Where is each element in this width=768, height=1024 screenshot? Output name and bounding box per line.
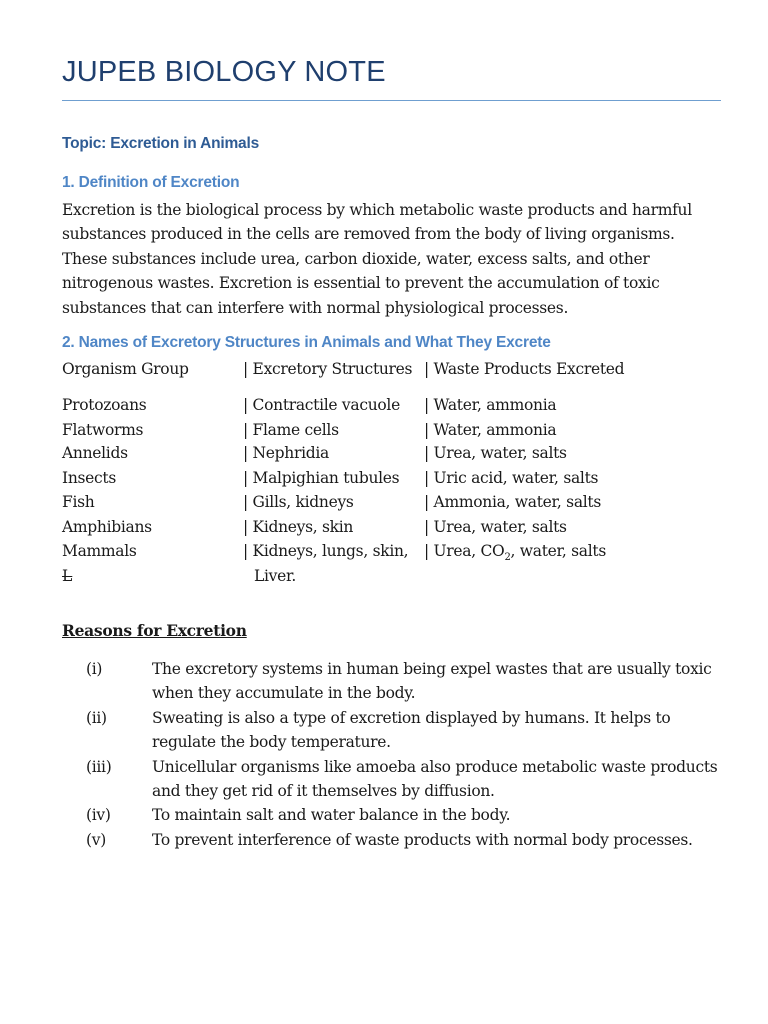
excretory-structure: | Gills, kidneys <box>243 493 354 511</box>
list-item-number: (ii) <box>86 709 107 727</box>
organism-group: Mammals <box>62 542 137 560</box>
excretory-structure: | Malpighian tubules <box>243 469 400 487</box>
waste-products: | Water, ammonia <box>424 396 557 414</box>
list-item-number: (v) <box>86 831 106 849</box>
organism-group: Flatworms <box>62 421 144 439</box>
section-2-heading: 2. Names of Excretory Structures in Animals and What They Excrete <box>62 334 551 351</box>
waste-products: | Urea, water, salts <box>424 444 567 462</box>
table-header-group: Organism Group <box>62 360 189 378</box>
organism-group: Insects <box>62 469 116 487</box>
excretory-structure: | Flame cells <box>243 421 339 439</box>
list-item-text: To maintain salt and water balance in the body. <box>152 806 511 824</box>
organism-group: Amphibians <box>62 518 152 536</box>
list-item-text: To prevent interference of waste products with normal body processes. <box>152 831 693 849</box>
organism-group: Annelids <box>62 444 128 462</box>
list-item-number: (iv) <box>86 806 111 824</box>
excretory-structure-continuation: Liver. <box>254 567 297 585</box>
excretory-structure: | Contractile vacuole <box>243 396 400 414</box>
waste-products: | Urea, water, salts <box>424 518 567 536</box>
waste-products: | Ammonia, water, salts <box>424 493 602 511</box>
title-divider <box>62 100 721 101</box>
waste-products: | Water, ammonia <box>424 421 557 439</box>
waste-products: | Urea, $CO_2$, water, salts <box>424 542 606 564</box>
organism-group: Fish <box>62 493 95 511</box>
list-item-text: The excretory systems in human being expel wastes that are usually toxic when they accumulate in the body. <box>152 660 712 702</box>
table-header-waste: | Waste Products Excreted <box>424 360 625 378</box>
reasons-heading: Reasons for Excretion <box>62 621 247 640</box>
excretory-structure: | Kidneys, skin <box>243 518 354 536</box>
list-item-text: Sweating is also a type of excretion displayed by humans. It helps to regulate the body temperature. <box>152 709 671 751</box>
topic-heading: Topic: Excretion in Animals <box>62 135 259 152</box>
struck-character: L <box>62 567 73 585</box>
table-header-structures: | Excretory Structures <box>243 360 413 378</box>
section-1-heading: 1. Definition of Excretion <box>62 174 240 191</box>
list-item-number: (iii) <box>86 758 112 776</box>
list-item-number: (i) <box>86 660 103 678</box>
document-title: JUPEB BIOLOGY NOTE <box>62 56 386 88</box>
waste-products: | Uric acid, water, salts <box>424 469 599 487</box>
organism-group: Protozoans <box>62 396 147 414</box>
definition-paragraph: Excretion is the biological process by which metabolic waste products and harmful substances produced in the cells are removed from the body of living organisms. These substances include urea, carbon dioxide, water, excess salts, and other nitrogenous wastes. Excretion is essential to prevent the accumulation of toxic substances that can interfere with normal physiological processes. <box>62 201 692 317</box>
list-item-text: Unicellular organisms like amoeba also produce metabolic waste products and they get rid of it themselves by diffusion. <box>152 758 718 800</box>
excretory-structure: | Kidneys, lungs, skin, <box>243 542 409 560</box>
excretory-structure: | Nephridia <box>243 444 329 462</box>
